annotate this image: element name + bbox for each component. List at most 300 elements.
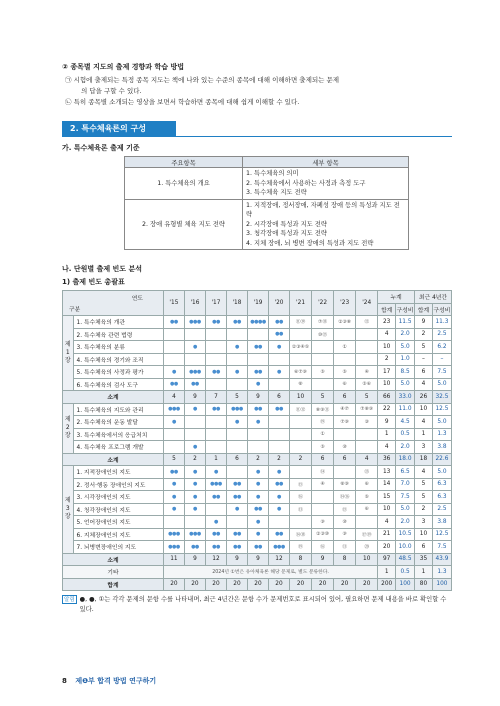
year-cell	[247, 516, 268, 529]
year-cell	[247, 528, 268, 541]
year-cell	[268, 428, 289, 441]
recent-count: 35	[415, 553, 433, 566]
year-cell	[247, 491, 268, 504]
year-cell	[184, 441, 205, 454]
year-header: '16	[184, 291, 205, 316]
year-header: '21	[290, 291, 312, 316]
year-cell	[356, 491, 378, 504]
year-cell	[334, 503, 356, 516]
year-cell	[312, 366, 334, 379]
total-count: 4	[378, 516, 396, 529]
frequency-dots: ●●	[275, 331, 283, 338]
frequency-dots: ●●●	[168, 531, 180, 538]
total-value: 20	[247, 578, 268, 591]
subtotal-value: 10	[356, 553, 378, 566]
year-cell	[356, 428, 378, 441]
year-cell	[268, 478, 289, 491]
subtotal-value: 9	[184, 391, 205, 404]
year-cell	[205, 366, 226, 379]
frequency-dots: ●●●	[231, 406, 243, 413]
recent-count: 1	[415, 428, 433, 441]
criteria-col-main: 주요항목	[125, 157, 243, 168]
question-numbers: ⑬	[364, 470, 370, 476]
year-cell	[290, 403, 312, 416]
table-row	[63, 491, 452, 504]
frequency-dots: ●●	[275, 318, 283, 325]
year-cell	[334, 491, 356, 504]
frequency-dots: ●	[192, 343, 197, 350]
subtotal-label: 소계	[63, 553, 164, 566]
table-row	[63, 341, 452, 354]
subtotal-value: 12	[205, 553, 226, 566]
row-name: 2. 특수체육 관련 법령	[73, 328, 163, 341]
total-count: 2	[378, 353, 396, 366]
row-name: 3. 시각장애인의 지도	[73, 491, 163, 504]
total-count: 4	[378, 328, 396, 341]
year-cell	[290, 378, 312, 391]
total-ratio: 11.5	[396, 316, 415, 329]
group-total-header: 누계	[378, 291, 415, 304]
frequency-dots: ●●●	[189, 368, 201, 375]
year-cell	[334, 403, 356, 416]
frequency-dots: ●	[171, 493, 176, 500]
page-footer	[62, 676, 156, 686]
frequency-dots: ●●	[233, 493, 241, 500]
year-cell	[247, 378, 268, 391]
chapter-label: 제 2 장	[63, 403, 74, 453]
frequency-dots: ●●	[233, 543, 241, 550]
table-row	[63, 366, 452, 379]
corner-year: 연도	[131, 296, 143, 302]
total-count: 22	[378, 403, 396, 416]
frequency-dots: ●	[235, 506, 239, 513]
year-cell	[184, 353, 205, 366]
year-cell	[312, 441, 334, 454]
recent-count: 18	[415, 453, 433, 466]
section-rule	[62, 136, 452, 137]
year-cell	[268, 441, 289, 454]
question-numbers: ⑤	[342, 369, 347, 375]
question-numbers: ①	[342, 344, 347, 350]
subtotal-label: 소계	[63, 453, 164, 466]
year-cell	[290, 478, 312, 491]
year-cell	[356, 341, 378, 354]
year-cell	[268, 366, 289, 379]
recent-count: 4	[415, 378, 433, 391]
recent-ratio: 1.3	[432, 566, 451, 579]
year-cell	[268, 466, 289, 479]
year-cell	[312, 528, 334, 541]
frequency-dots: ●●●	[168, 543, 180, 550]
criteria-heading: 가. 특수체육론 출제 기준	[62, 144, 140, 152]
year-cell	[205, 316, 226, 329]
year-cell	[312, 503, 334, 516]
year-cell	[334, 441, 356, 454]
year-cell	[184, 316, 205, 329]
note-tag: 알림	[64, 597, 75, 603]
year-cell	[356, 353, 378, 366]
recent-count: 6	[415, 541, 433, 554]
question-numbers: ⑧	[298, 382, 303, 388]
row-name: 4. 특수체육의 경기와 조직	[73, 353, 163, 366]
recent-ratio: 3.8	[432, 516, 451, 529]
row-name: 2. 정서·행동 장애인의 지도	[73, 478, 163, 491]
subtotal-value: 12	[268, 553, 289, 566]
frequency-dots: ●●	[170, 318, 178, 325]
question-numbers: ⑥⑦⑨	[294, 369, 307, 375]
question-numbers: ⑪⑲	[295, 320, 306, 326]
subtotal-value: 2	[268, 453, 289, 466]
question-numbers: ⑦⑨	[340, 419, 349, 425]
year-cell	[290, 503, 312, 516]
year-header: '17	[205, 291, 226, 316]
recent-ratio: 12.5	[432, 528, 451, 541]
row-name: 1. 특수체육의 개관	[73, 316, 163, 329]
frequency-dots: ●●	[212, 368, 220, 375]
total-count: 4	[378, 441, 396, 454]
frequency-dots: ●	[277, 493, 281, 500]
subtotal-value: 1	[205, 453, 226, 466]
table-row	[63, 528, 452, 541]
criteria-detail: 2. 시각장애 특성과 지도 전략	[246, 220, 327, 228]
year-cell	[205, 478, 226, 491]
year-cell	[205, 441, 226, 454]
recent-count: 2	[415, 503, 433, 516]
row-name: 3. 특수체육의 분류	[73, 341, 163, 354]
year-cell	[226, 516, 247, 529]
question-numbers: ⑮	[342, 507, 348, 513]
total-count: 21	[378, 528, 396, 541]
year-cell	[226, 378, 247, 391]
year-header: '23	[334, 291, 356, 316]
year-cell	[290, 428, 312, 441]
recent-ratio: 6.3	[432, 491, 451, 504]
sub-count-header: 합계	[415, 303, 433, 316]
year-cell	[312, 541, 334, 554]
year-cell	[312, 428, 334, 441]
year-cell	[268, 328, 289, 341]
question-numbers: ⑰⑲	[361, 532, 372, 538]
year-cell	[163, 503, 184, 516]
year-cell	[247, 341, 268, 354]
note-text: ●, ●, ①는 각각 문제의 문항 수를 나타내며, 최근 4년간은 문항 수가 문제번호로 표시되어 있어, 필요하면 문제 내용을 바로 확인할 수 있다.	[79, 596, 447, 613]
frequency-dots: ●●	[170, 468, 178, 475]
table-row	[63, 316, 452, 329]
recent-ratio: –	[432, 353, 451, 366]
year-cell	[226, 416, 247, 429]
year-cell	[205, 516, 226, 529]
frequency-dots: ●●	[233, 318, 241, 325]
total-ratio: 48.5	[396, 553, 415, 566]
frequency-dots: ●	[235, 418, 239, 425]
year-cell	[247, 403, 268, 416]
question-numbers: ⑥	[342, 382, 347, 388]
frequency-dots: ●●	[212, 493, 220, 500]
subtotal-value: 7	[205, 391, 226, 404]
year-cell	[205, 528, 226, 541]
question-numbers: ⑲	[298, 545, 303, 551]
recent-ratio: 22.6	[432, 453, 451, 466]
frequency-dots: ●●●	[189, 318, 201, 325]
question-numbers: ②③④⑤	[291, 344, 310, 350]
question-numbers: ⑲	[320, 420, 325, 426]
year-cell	[163, 416, 184, 429]
frequency-dots: ●	[277, 343, 281, 350]
total-value: 20	[184, 578, 205, 591]
year-cell	[312, 516, 334, 529]
recent-ratio: 5.0	[432, 416, 451, 429]
total-ratio: 6.5	[396, 466, 415, 479]
recent-count: –	[415, 353, 433, 366]
year-cell	[356, 366, 378, 379]
sub-count-header: 합계	[378, 303, 396, 316]
frequency-dots: ●●	[212, 543, 220, 550]
frequency-dots: ●	[277, 468, 281, 475]
year-cell	[334, 466, 356, 479]
year-cell	[290, 541, 312, 554]
corner-cell	[63, 291, 164, 316]
year-cell	[312, 478, 334, 491]
question-numbers: ⑯	[298, 495, 303, 501]
year-cell	[205, 378, 226, 391]
year-cell	[205, 403, 226, 416]
sub-item-2: ㉡ 특히 종목별 소개되는 영상을 보면서 학습하면 종목에 대해 쉽게 이해할 수 있다.	[65, 98, 300, 106]
year-cell	[163, 316, 184, 329]
frequency-dots: ●	[256, 481, 260, 488]
year-cell	[290, 491, 312, 504]
criteria-row	[125, 199, 409, 250]
year-cell	[268, 503, 289, 516]
total-ratio: 5.0	[396, 341, 415, 354]
year-cell	[163, 328, 184, 341]
year-cell	[226, 428, 247, 441]
year-cell	[312, 316, 334, 329]
recent-ratio: 32.5	[432, 391, 451, 404]
question-numbers: ⑫	[364, 320, 370, 326]
year-cell	[163, 528, 184, 541]
recent-count: 3	[415, 516, 433, 529]
frequency-dots: ●	[192, 493, 197, 500]
year-header: '19	[247, 291, 268, 316]
total-count: 66	[378, 391, 396, 404]
year-cell	[163, 478, 184, 491]
frequency-dots: ●	[192, 443, 197, 450]
row-name: 6. 특수체육의 검사 도구	[73, 378, 163, 391]
total-count: 10	[378, 503, 396, 516]
year-cell	[356, 441, 378, 454]
total-ratio: 7.0	[396, 478, 415, 491]
year-cell	[247, 316, 268, 329]
criteria-row	[125, 168, 409, 200]
year-header: '15	[163, 291, 184, 316]
year-cell	[356, 466, 378, 479]
year-cell	[268, 416, 289, 429]
year-cell	[163, 466, 184, 479]
table-row	[63, 478, 452, 491]
frequency-dots: ●●	[254, 343, 262, 350]
year-cell	[226, 503, 247, 516]
frequency-dots: ●●	[254, 543, 262, 550]
year-cell	[312, 491, 334, 504]
table-row	[63, 353, 452, 366]
year-cell	[268, 528, 289, 541]
year-cell	[334, 428, 356, 441]
subtotal-value: 5	[312, 391, 334, 404]
recent-ratio: 2.5	[432, 503, 451, 516]
year-cell	[205, 416, 226, 429]
year-cell	[184, 466, 205, 479]
subsection-heading: ② 종목별 지도의 출제 경향과 학습 방법	[62, 63, 184, 71]
year-cell	[312, 353, 334, 366]
total-ratio: 33.0	[396, 391, 415, 404]
year-header: '20	[268, 291, 289, 316]
recent-count: 4	[415, 466, 433, 479]
subtotal-value: 8	[334, 553, 356, 566]
year-cell	[226, 478, 247, 491]
year-cell	[356, 528, 378, 541]
table-row	[63, 403, 452, 416]
subtotal-value: 4	[356, 453, 378, 466]
subtotal-value: 6	[226, 453, 247, 466]
year-cell	[184, 541, 205, 554]
year-cell	[268, 491, 289, 504]
recent-ratio: 2.5	[432, 328, 451, 341]
criteria-details	[243, 199, 409, 250]
frequency-dots: ●●	[275, 531, 283, 538]
year-cell	[312, 416, 334, 429]
section-title: 2. 특수체육론의 구성	[62, 121, 176, 136]
recent-count: 5	[415, 478, 433, 491]
subtotal-label: 소계	[63, 391, 164, 404]
year-cell	[184, 416, 205, 429]
recent-count: 9	[415, 316, 433, 329]
total-ratio: 0.5	[396, 566, 415, 579]
year-cell	[184, 328, 205, 341]
subtotal-value: 9	[226, 553, 247, 566]
total-count: 10	[378, 341, 396, 354]
year-cell	[356, 516, 378, 529]
total-ratio: 8.5	[396, 366, 415, 379]
year-cell	[247, 478, 268, 491]
year-cell	[290, 328, 312, 341]
subtotal-value: 6	[312, 453, 334, 466]
frequency-dots: ●	[256, 518, 260, 525]
recent-ratio: 5.0	[432, 378, 451, 391]
row-name: 1. 지적장애인의 지도	[73, 466, 163, 479]
question-numbers: ⑪	[342, 545, 348, 551]
subtotal-value: 9	[247, 553, 268, 566]
subtotal-value: 8	[290, 553, 312, 566]
etc-note: 2024년 ①번은 유아체육론 해당 문제로, 별도 분류한다.	[163, 566, 377, 579]
total-count: 1	[378, 566, 396, 579]
subtotal-value: 6	[334, 453, 356, 466]
frequency-dots: ●	[171, 368, 176, 375]
year-cell	[334, 353, 356, 366]
recent-count: 5	[415, 341, 433, 354]
question-numbers: ⑨	[320, 519, 325, 525]
question-numbers: ⑥	[364, 507, 369, 513]
year-cell	[163, 366, 184, 379]
frequency-dots: ●●●●	[250, 318, 266, 325]
row-name: 4. 특수체육 프로그램 개발	[73, 441, 163, 454]
subtotal-value: 5	[356, 391, 378, 404]
total-count: 20	[378, 541, 396, 554]
recent-ratio: 100	[432, 578, 451, 591]
total-ratio: 1.0	[396, 353, 415, 366]
recent-count: 5	[415, 491, 433, 504]
row-name: 2. 특수체육의 운동 발달	[73, 416, 163, 429]
criteria-detail: 1. 특수체육의 의미	[246, 170, 299, 177]
subtotal-value: 9	[247, 391, 268, 404]
year-cell	[226, 528, 247, 541]
recent-ratio: 43.9	[432, 553, 451, 566]
question-numbers: ⑧⑨	[340, 482, 349, 488]
question-numbers: ⑤⑥	[362, 382, 372, 388]
frequency-dots: ●●	[191, 381, 199, 388]
subtotal-value: 5	[226, 391, 247, 404]
question-numbers: ⑩	[342, 444, 347, 450]
chapter-label: 제 3 장	[63, 466, 74, 554]
total-count: 97	[378, 553, 396, 566]
question-numbers: ⑭	[320, 470, 325, 476]
row-name: 6. 지체장애인의 지도	[73, 528, 163, 541]
year-cell	[290, 353, 312, 366]
frequency-body	[63, 316, 452, 591]
year-cell	[334, 478, 356, 491]
year-cell	[356, 478, 378, 491]
year-cell	[247, 441, 268, 454]
year-cell	[184, 491, 205, 504]
criteria-detail: 3. 특수체육 지도 전략	[246, 189, 307, 196]
frequency-dots: ●●	[275, 481, 283, 488]
subtotal-value: 9	[312, 553, 334, 566]
year-cell	[268, 341, 289, 354]
year-cell	[268, 403, 289, 416]
frequency-dots: ●	[256, 381, 260, 388]
year-cell	[184, 403, 205, 416]
year-cell	[247, 503, 268, 516]
etc-row	[63, 566, 452, 579]
year-cell	[184, 428, 205, 441]
total-ratio: 5.0	[396, 378, 415, 391]
frequency-table	[62, 290, 452, 591]
group-recent-header: 최근 4년간	[415, 291, 452, 304]
frequency-dots: ●	[192, 481, 197, 488]
question-numbers: ④	[364, 369, 369, 375]
subtotal-row	[63, 391, 452, 404]
question-numbers: ⑩	[342, 519, 347, 525]
row-name: 3. 특수체육에서의 응급처치	[73, 428, 163, 441]
chapter-label: 제 1 장	[63, 316, 74, 391]
recent-count: 3	[415, 441, 433, 454]
table-row	[63, 441, 452, 454]
year-cell	[312, 378, 334, 391]
year-cell	[163, 378, 184, 391]
subtotal-row	[63, 453, 452, 466]
subtotal-row	[63, 553, 452, 566]
frequency-dots: ●	[192, 468, 197, 475]
year-cell	[290, 366, 312, 379]
total-ratio: 2.0	[396, 516, 415, 529]
subtotal-value: 11	[163, 553, 184, 566]
year-cell	[184, 341, 205, 354]
question-numbers: ⑪⑫	[295, 407, 306, 413]
year-cell	[247, 328, 268, 341]
recent-count: 10	[415, 403, 433, 416]
page-number: 8	[62, 677, 67, 685]
question-numbers: ⑧⑨⑪	[315, 407, 330, 413]
table-row	[63, 541, 452, 554]
